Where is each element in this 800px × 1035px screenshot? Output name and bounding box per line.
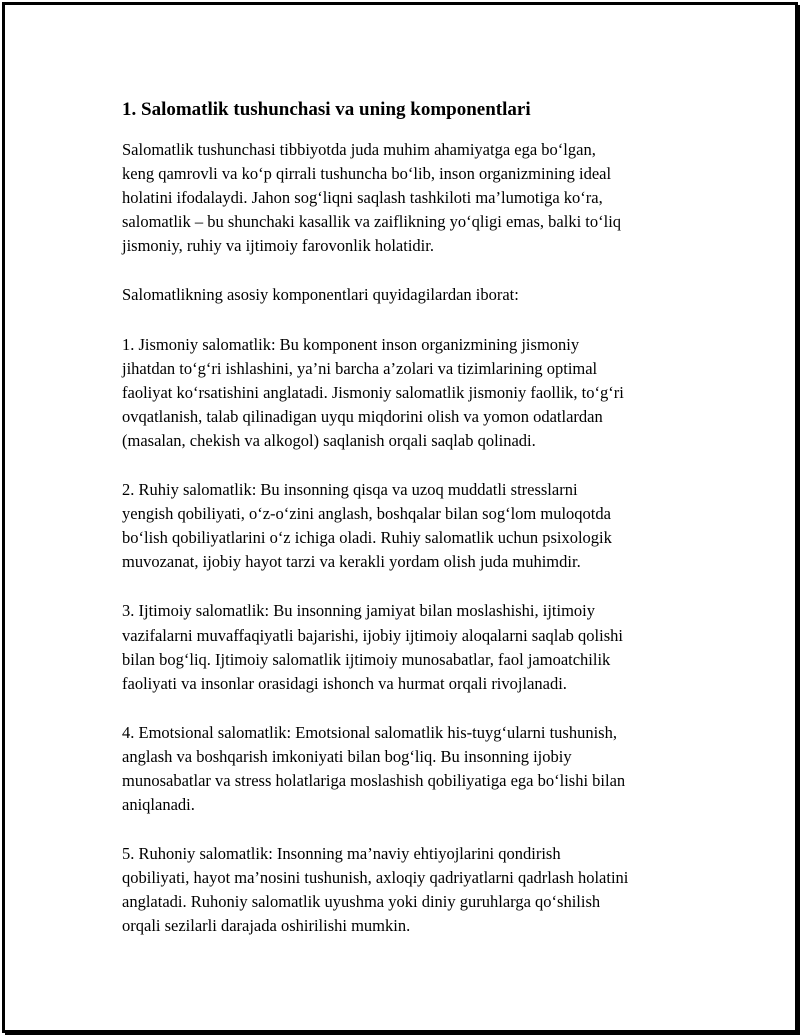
text-line: 2. Ruhiy salomatlik: Bu insonning qisqa va uzoq muddatli stresslarni (122, 480, 578, 500)
paragraph-components-intro (122, 283, 700, 307)
text-line: ovqatlanish, talab qilinadigan uyqu miqdorini olish va yomon odatlardan (122, 406, 603, 426)
paragraph-emotional-health (122, 721, 700, 817)
text-line: Salomatlikning asosiy komponentlari quyidagilardan iborat: (122, 285, 519, 305)
text-line: anglatadi. Ruhoniy salomatlik uyushma yoki diniy guruhlarga qo‘shilish (122, 892, 601, 912)
text-line: munosabatlar va stress holatlariga moslashish qobiliyatiga ega bo‘lishi bilan (122, 770, 626, 790)
document-body (120, 98, 700, 964)
text-line: Salomatlik tushunchasi tibbiyotda juda muhim ahamiyatga ega bo‘lgan, (122, 140, 596, 159)
paragraph-spiritual-health (122, 842, 700, 938)
text-line: (masalan, chekish va alkogol) saqlanish orqali saqlab qolinadi. (122, 430, 536, 450)
text-line: holatini ifodalaydi. Jahon sog‘liqni saqlash tashkiloti ma’lumotiga ko‘ra, (122, 188, 603, 208)
text-line: 1. Jismoniy salomatlik: Bu komponent inson organizmining jismoniy (122, 334, 580, 354)
document-page (2, 2, 798, 1033)
text-line: 3. Ijtimoiy salomatlik: Bu insonning jamiyat bilan moslashishi, ijtimoiy (122, 601, 595, 621)
text-line: bo‘lish qobiliyatlarini o‘z ichiga oladi. Ruhiy salomatlik uchun psixologik (122, 528, 612, 548)
text-line: faoliyati va insonlar orasidagi ishonch va hurmat orqali rivojlanadi. (122, 673, 567, 693)
paragraph-mental-health (122, 478, 700, 574)
text-line: keng qamrovli va ko‘p qirrali tushuncha bo‘lib, inson organizmining ideal (122, 164, 612, 184)
text-line: aniqlanadi. (122, 795, 195, 815)
text-line: bilan bog‘liq. Ijtimoiy salomatlik ijtimoiy munosabatlar, faol jamoatchilik (122, 649, 611, 669)
paragraph-intro (122, 138, 700, 258)
text-line: vazifalarni muvaffaqiyatli bajarishi, ijobiy ijtimoiy aloqalarni saqlab qolishi (122, 625, 623, 645)
document-title: 1. Salomatlik tushunchasi va uning komponentlari (122, 99, 531, 120)
paragraph-social-health (122, 599, 700, 695)
text-line: 5. Ruhoniy salomatlik: Insonning ma’naviy ehtiyojlarini qondirish (122, 844, 561, 864)
text-line: 4. Emotsional salomatlik: Emotsional salomatlik his-tuyg‘ularni tushunish, (122, 722, 617, 742)
text-line: salomatlik – bu shunchaki kasallik va zaiflikning yo‘qligi emas, balki to‘liq (122, 212, 622, 232)
text-line: orqali sezilarli darajada oshirilishi mumkin. (122, 916, 411, 936)
text-line: yengish qobiliyati, o‘z-o‘zini anglash, boshqalar bilan sog‘lom muloqotda (122, 504, 611, 524)
text-line: muvozanat, ijobiy hayot tarzi va kerakli yordam olish juda muhimdir. (122, 552, 581, 572)
text-line: faoliyat ko‘rsatishini anglatadi. Jismoniy salomatlik jismoniy faollik, to‘g‘ri (122, 382, 624, 402)
paragraph-physical-health (122, 333, 700, 453)
text-line: anglash va boshqarish imkoniyati bilan bog‘liq. Bu insonning ijobiy (122, 746, 572, 766)
text-line: qobiliyati, hayot ma’nosini tushunish, axloqiy qadriyatlarni qadrlash holatini (122, 868, 629, 888)
text-line: jihatdan to‘g‘ri ishlashini, ya’ni barcha a’zolari va tizimlarining optimal (122, 358, 598, 378)
text-line: jismoniy, ruhiy va ijtimoiy farovonlik holatidir. (122, 236, 434, 256)
